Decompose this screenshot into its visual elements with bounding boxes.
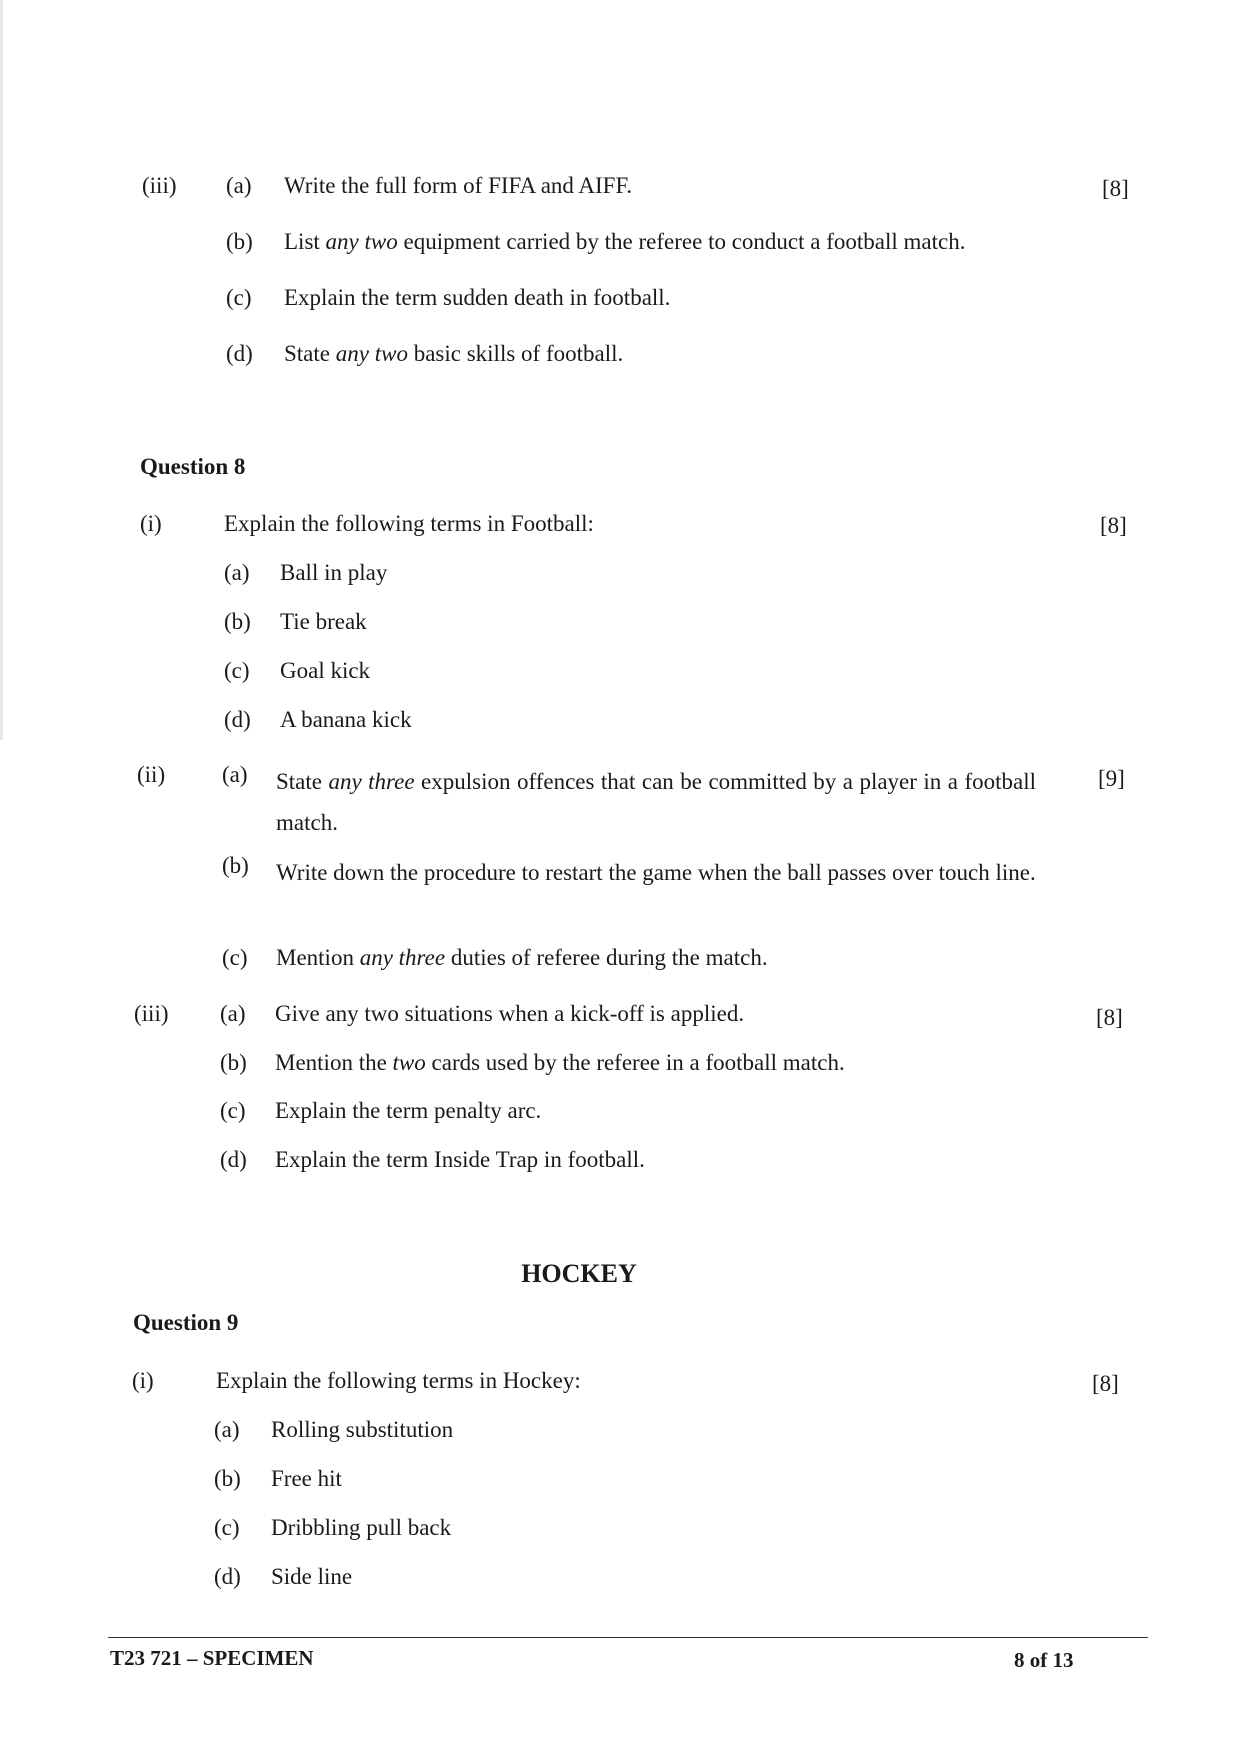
q8-iii-number: (iii) [134, 1001, 169, 1026]
q7-iii-b-text: List any two equipment carried by the referee to conduct a football match. [284, 229, 966, 254]
q8-iii-a-label: (a) [220, 1001, 246, 1026]
section-title-hockey: HOCKEY [521, 1259, 637, 1288]
q7-iii-d-label: (d) [226, 341, 253, 366]
question-8-heading: Question 8 [140, 454, 246, 479]
q8-i-d-label: (d) [224, 707, 251, 732]
q9-i-a-text: Rolling substitution [271, 1417, 454, 1442]
q8-i-marks: [8] [1100, 513, 1127, 538]
footer-paper-code: T23 721 – SPECIMEN [110, 1646, 314, 1670]
q8-i-stem: Explain the following terms in Football: [224, 511, 594, 536]
q9-i-number: (i) [132, 1368, 154, 1393]
q8-iii-a-text: Give any two situations when a kick-off is applied. [275, 1001, 745, 1026]
q9-i-a-label: (a) [214, 1417, 240, 1442]
q9-i-b-text: Free hit [271, 1466, 342, 1491]
q7-iii-c-label: (c) [226, 285, 252, 310]
q8-iii-c-label: (c) [220, 1098, 246, 1123]
q9-i-c-label: (c) [214, 1515, 240, 1540]
q8-i-c-label: (c) [224, 658, 250, 683]
q8-iii-d-text: Explain the term Inside Trap in football. [275, 1147, 645, 1172]
q8-i-number: (i) [140, 511, 162, 536]
footer-page-number: 8 of 13 [1014, 1648, 1074, 1672]
q8-iii-b-text: Mention the two cards used by the referee in a football match. [275, 1050, 845, 1075]
q8-i-a-label: (a) [224, 560, 250, 585]
footer-rule [108, 1637, 1148, 1638]
q7-iii-marks: [8] [1102, 176, 1129, 201]
q8-i-b-text: Tie break [280, 609, 367, 634]
q8-iii-d-label: (d) [220, 1147, 247, 1172]
q8-i-d-text: A banana kick [280, 707, 412, 732]
q8-ii-c-text: Mention any three duties of referee during the match. [276, 945, 768, 970]
q9-i-c-text: Dribbling pull back [271, 1515, 452, 1540]
q7-iii-number: (iii) [142, 173, 177, 198]
q9-i-d-label: (d) [214, 1564, 241, 1589]
q8-ii-marks: [9] [1098, 766, 1125, 791]
q9-i-b-label: (b) [214, 1466, 241, 1491]
page-edge [0, 0, 3, 740]
q8-ii-c-label: (c) [222, 945, 248, 970]
q7-iii-c-text: Explain the term sudden death in football. [284, 285, 671, 310]
q8-ii-a-text: State any three expulsion offences that can be committed by a player in a football match. [276, 769, 1036, 835]
question-9-heading: Question 9 [133, 1310, 239, 1335]
q7-iii-d-text: State any two basic skills of football. [284, 341, 624, 366]
q8-ii-number: (ii) [137, 762, 166, 787]
q8-ii-b-text: Write down the procedure to restart the game when the ball passes over touch line. [276, 860, 1036, 885]
q7-iii-a-text: Write the full form of FIFA and AIFF. [284, 173, 633, 198]
q7-iii-b-label: (b) [226, 229, 253, 254]
q9-i-stem: Explain the following terms in Hockey: [216, 1368, 581, 1393]
q9-i-d-text: Side line [271, 1564, 353, 1589]
q9-i-marks: [8] [1092, 1371, 1119, 1396]
q7-iii-a-label: (a) [226, 173, 252, 198]
q8-i-a-text: Ball in play [280, 560, 388, 585]
q8-iii-c-text: Explain the term penalty arc. [275, 1098, 542, 1123]
q8-ii-b-label: (b) [222, 853, 249, 878]
q8-ii-a-label: (a) [222, 762, 248, 787]
q8-iii-b-label: (b) [220, 1050, 247, 1075]
q8-iii-marks: [8] [1096, 1005, 1123, 1030]
q8-i-b-label: (b) [224, 609, 251, 634]
q8-i-c-text: Goal kick [280, 658, 371, 683]
